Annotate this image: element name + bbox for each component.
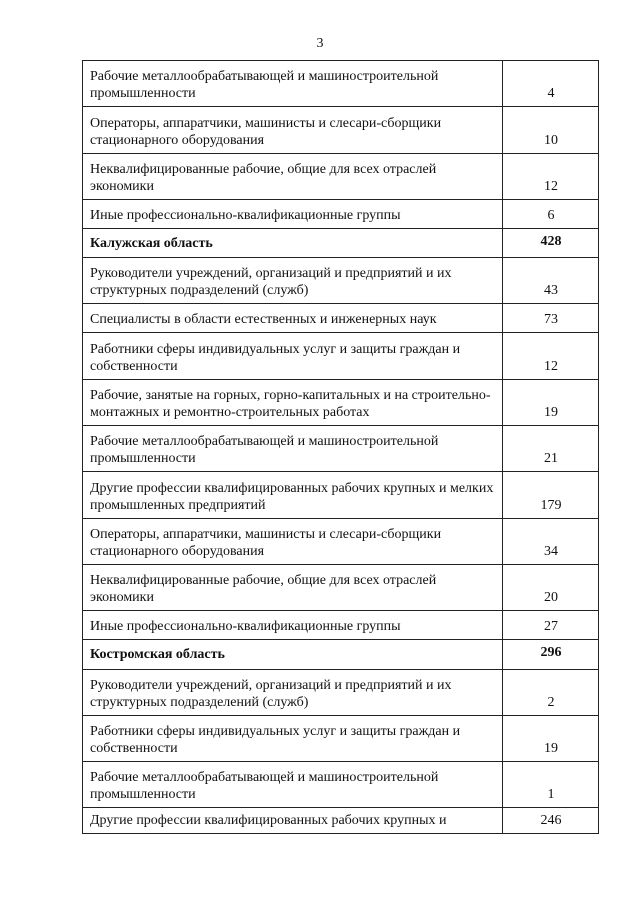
quota-value: 27 — [503, 611, 599, 640]
table-row — [83, 670, 599, 716]
table-row — [83, 61, 599, 107]
occupation-group-name: Неквалифицированные рабочие, общие для всех отраслей экономики — [83, 154, 503, 200]
quota-value: 1 — [503, 762, 599, 808]
table-row — [83, 107, 599, 154]
occupation-group-name: Специалисты в области естественных и инженерных наук — [83, 304, 503, 333]
quota-table-body — [83, 61, 599, 834]
table-row — [83, 258, 599, 304]
quota-value: 19 — [503, 380, 599, 426]
quota-value: 10 — [503, 107, 599, 154]
quota-value: 34 — [503, 519, 599, 565]
occupation-group-name: Рабочие, занятые на горных, горно-капитальных и на строительно-монтажных и ремонтно-строительных работах — [83, 380, 503, 426]
quota-table — [82, 60, 599, 834]
occupation-group-name: Иные профессионально-квалификационные группы — [83, 200, 503, 229]
region-total: 428 — [503, 229, 599, 258]
occupation-group-name: Другие профессии квалифицированных рабочих крупных и — [83, 808, 503, 834]
occupation-group-name: Рабочие металлообрабатывающей и машиностроительной промышленности — [83, 762, 503, 808]
table-row — [83, 565, 599, 611]
region-row — [83, 229, 599, 258]
table-row — [83, 154, 599, 200]
quota-value: 6 — [503, 200, 599, 229]
table-row — [83, 304, 599, 333]
region-total: 296 — [503, 640, 599, 670]
quota-value: 2 — [503, 670, 599, 716]
occupation-group-name: Руководители учреждений, организаций и предприятий и их структурных подразделений (служб) — [83, 670, 503, 716]
quota-value: 20 — [503, 565, 599, 611]
quota-value: 246 — [503, 808, 599, 834]
quota-value: 12 — [503, 333, 599, 380]
table-row — [83, 611, 599, 640]
quota-value: 179 — [503, 472, 599, 519]
table-row — [83, 380, 599, 426]
table-row — [83, 472, 599, 519]
occupation-group-name: Операторы, аппаратчики, машинисты и слесари-сборщики стационарного оборудования — [83, 107, 503, 154]
occupation-group-name: Неквалифицированные рабочие, общие для всех отраслей экономики — [83, 565, 503, 611]
occupation-group-name: Операторы, аппаратчики, машинисты и слесари-сборщики стационарного оборудования — [83, 519, 503, 565]
region-name: Калужская область — [83, 229, 503, 258]
occupation-group-name: Руководители учреждений, организаций и предприятий и их структурных подразделений (служб) — [83, 258, 503, 304]
table-row — [83, 426, 599, 472]
table-row — [83, 762, 599, 808]
region-row — [83, 640, 599, 670]
region-name: Костромская область — [83, 640, 503, 670]
quota-value: 21 — [503, 426, 599, 472]
quota-value: 43 — [503, 258, 599, 304]
occupation-group-name: Рабочие металлообрабатывающей и машиностроительной промышленности — [83, 426, 503, 472]
table-row — [83, 519, 599, 565]
occupation-group-name: Другие профессии квалифицированных рабочих крупных и мелких промышленных предприятий — [83, 472, 503, 519]
quota-value: 4 — [503, 61, 599, 107]
table-row — [83, 333, 599, 380]
quota-value: 73 — [503, 304, 599, 333]
occupation-group-name: Рабочие металлообрабатывающей и машиностроительной промышленности — [83, 61, 503, 107]
occupation-group-name: Работники сферы индивидуальных услуг и защиты граждан и собственности — [83, 716, 503, 762]
occupation-group-name: Работники сферы индивидуальных услуг и защиты граждан и собственности — [83, 333, 503, 380]
table-row — [83, 200, 599, 229]
quota-value: 12 — [503, 154, 599, 200]
page-number: 3 — [316, 36, 324, 51]
table-row — [83, 716, 599, 762]
table-row — [83, 808, 599, 834]
occupation-group-name: Иные профессионально-квалификационные группы — [83, 611, 503, 640]
quota-value: 19 — [503, 716, 599, 762]
